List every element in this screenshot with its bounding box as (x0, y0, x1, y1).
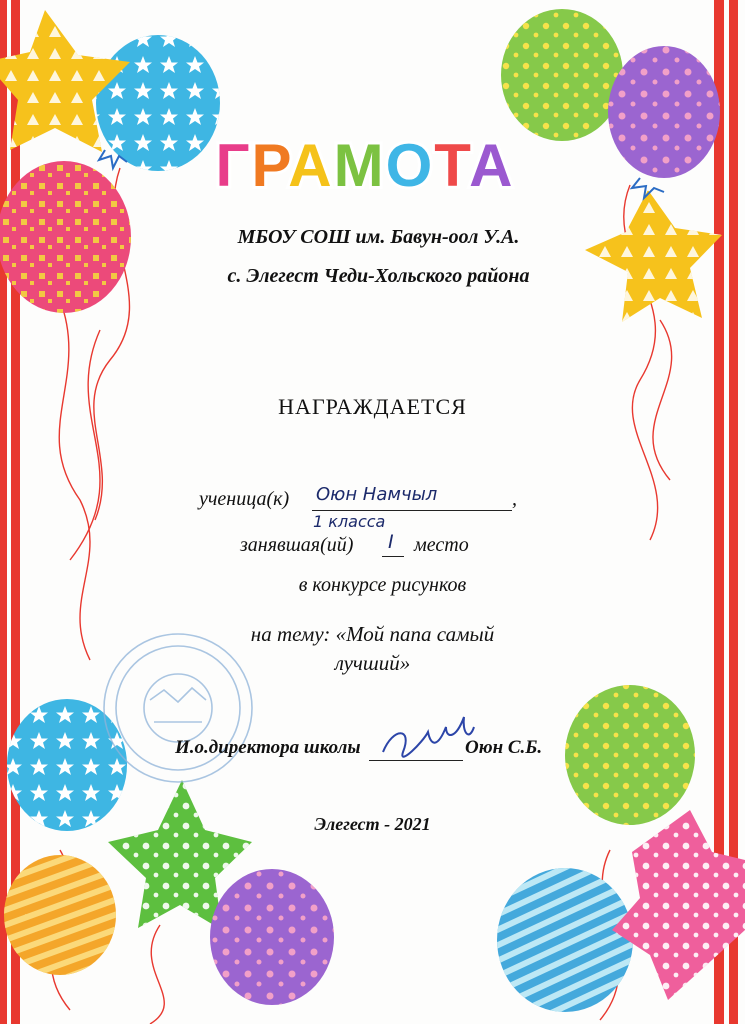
place-value: I (388, 531, 394, 553)
title-letter: Р (251, 132, 289, 198)
director-name: Оюн С.Б. (465, 737, 543, 758)
title-banner (205, 128, 525, 198)
signature-underline (369, 738, 463, 761)
yellow-star-balloon (585, 190, 722, 322)
blue-star-balloon (7, 699, 127, 831)
pink-star-balloon (612, 810, 745, 1000)
title-letter: Г (215, 132, 252, 198)
topic-line-2: лучший» (334, 651, 411, 675)
student-class: 1 класса (313, 512, 386, 531)
topic-line-1: на тему: «Мой папа самый (250, 622, 495, 646)
title-letter: Т (434, 132, 470, 198)
title-letter: О (385, 132, 435, 198)
contest-text: в конкурсе рисунков (298, 574, 467, 596)
student-label: ученица(к) (199, 488, 290, 510)
orange-stripe-balloon (4, 855, 116, 975)
certificate-title (216, 132, 515, 198)
blue-star-balloon (96, 35, 220, 171)
purple-dot-balloon (608, 46, 720, 178)
director-label: И.о.директора школы (175, 737, 361, 758)
place-label: занявшая(ий) (240, 534, 354, 556)
title-letter: М (333, 132, 386, 198)
place-and-year: Элегест - 2021 (314, 814, 431, 834)
village-district: с. Элегест Чеди-Хольского района (227, 265, 530, 287)
student-comma: , (512, 488, 517, 510)
title-letter: А (469, 132, 515, 198)
green-dot-balloon (501, 9, 623, 141)
school-name: МБОУ СОШ им. Бавун-оол У.А. (237, 226, 520, 248)
purple-dot-balloon (210, 869, 334, 1005)
awarded-heading: НАГРАЖДАЕТСЯ (278, 394, 467, 419)
ribbon-bow-icon (632, 178, 664, 198)
place-suffix: место (414, 534, 469, 556)
blue-stripe-balloon (497, 868, 633, 1012)
title-letter: А (288, 132, 334, 198)
student-name: Оюн Намчыл (316, 484, 438, 505)
green-dot-balloon (565, 685, 695, 825)
